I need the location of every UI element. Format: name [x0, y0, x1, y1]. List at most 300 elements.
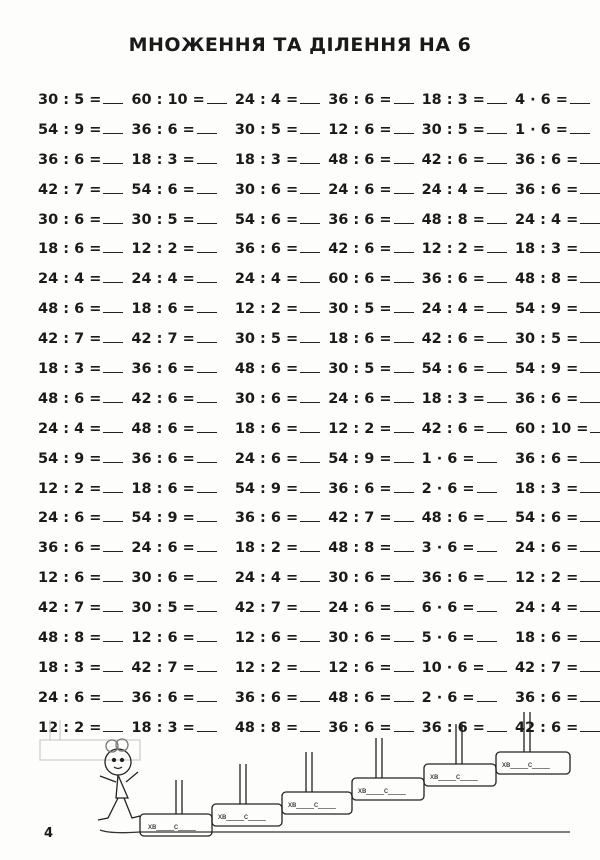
exercise-expression: 54 : 9 = — [38, 450, 102, 467]
answer-blank[interactable] — [394, 418, 414, 433]
exercise-expression: 18 : 3 = — [131, 151, 195, 168]
answer-blank[interactable] — [300, 448, 320, 463]
answer-blank[interactable] — [103, 179, 123, 194]
exercise-expression: 36 : 6 = — [328, 211, 392, 228]
answer-blank[interactable] — [300, 627, 320, 642]
exercise-expression: 12 : 2 = — [38, 719, 102, 736]
exercise-item — [227, 385, 320, 415]
exercise-item — [123, 146, 226, 176]
answer-blank[interactable] — [580, 328, 600, 343]
answer-blank[interactable] — [394, 298, 414, 313]
answer-blank[interactable] — [300, 328, 320, 343]
answer-blank[interactable] — [300, 358, 320, 373]
exercise-item — [507, 654, 600, 684]
step-3-time: хв____с____ — [288, 800, 336, 809]
exercise-item — [320, 355, 413, 385]
step-1-time: хв____с____ — [148, 822, 196, 831]
answer-blank[interactable] — [300, 478, 320, 493]
answer-blank[interactable] — [300, 657, 320, 672]
exercise-expression: 42 : 6 = — [421, 331, 485, 348]
exercise-item — [30, 415, 123, 445]
exercise-item — [414, 475, 507, 505]
answer-blank[interactable] — [300, 507, 320, 522]
answer-blank[interactable] — [477, 448, 497, 463]
answer-blank[interactable] — [300, 238, 320, 253]
exercise-expression: 30 : 6 = — [234, 390, 299, 407]
answer-blank[interactable] — [197, 358, 217, 373]
exercise-item — [507, 146, 600, 176]
answer-blank[interactable] — [580, 388, 600, 403]
answer-blank[interactable] — [487, 89, 507, 104]
exercise-expression: 1 · 6 = — [421, 450, 475, 467]
answer-blank[interactable] — [103, 89, 123, 104]
answer-blank[interactable] — [103, 149, 123, 164]
answer-blank[interactable] — [394, 119, 414, 134]
answer-blank[interactable] — [570, 119, 590, 134]
answer-blank[interactable] — [300, 179, 320, 194]
exercise-expression: 42 : 6 = — [328, 241, 392, 258]
exercise-expression: 30 : 5 = — [234, 121, 299, 138]
answer-blank[interactable] — [394, 627, 414, 642]
answer-blank[interactable] — [394, 448, 414, 463]
answer-blank[interactable] — [487, 418, 507, 433]
answer-blank[interactable] — [487, 657, 507, 672]
exercise-expression: 18 : 6 = — [131, 301, 195, 318]
answer-blank[interactable] — [394, 388, 414, 403]
exercise-item — [507, 445, 600, 475]
exercise-expression: 36 : 6 = — [38, 540, 102, 557]
exercise-expression: 54 : 6 = — [421, 361, 485, 378]
answer-blank[interactable] — [580, 537, 600, 552]
exercise-item — [414, 295, 507, 325]
answer-blank[interactable] — [300, 268, 320, 283]
answer-blank[interactable] — [487, 328, 507, 343]
answer-blank[interactable] — [487, 238, 507, 253]
exercise-item — [507, 415, 600, 445]
exercise-expression: 18 : 3 = — [514, 480, 579, 497]
exercise-expression: 2 · 6 = — [421, 689, 475, 706]
answer-blank[interactable] — [477, 627, 497, 642]
exercise-item — [320, 206, 413, 236]
step-4-time: хв____с____ — [358, 786, 406, 795]
exercise-expression: 54 : 9 = — [328, 450, 392, 467]
exercise-expression: 42 : 7 = — [38, 331, 102, 348]
exercise-expression: 48 : 6 = — [328, 689, 392, 706]
exercise-expression: 24 : 4 = — [421, 301, 485, 318]
exercise-expression: 42 : 7 = — [38, 181, 102, 198]
exercise-expression: 18 : 6 = — [131, 480, 195, 497]
exercise-item — [320, 624, 413, 654]
answer-blank[interactable] — [394, 657, 414, 672]
exercise-expression: 24 : 4 = — [131, 271, 195, 288]
exercise-expression: 24 : 6 = — [328, 600, 392, 617]
exercise-expression: 12 : 2 = — [514, 570, 579, 587]
exercise-expression: 30 : 5 = — [421, 121, 485, 138]
exercise-expression: 42 : 7 = — [131, 659, 195, 676]
exercise-expression: 36 : 6 = — [514, 689, 579, 706]
exercise-expression: 60 : 6 = — [328, 271, 392, 288]
exercise-item — [320, 594, 413, 624]
exercise-expression: 30 : 5 = — [38, 92, 102, 108]
exercise-item — [507, 116, 600, 146]
answer-blank[interactable] — [580, 507, 600, 522]
answer-blank[interactable] — [197, 567, 217, 582]
exercise-item — [123, 265, 226, 295]
answer-blank[interactable] — [487, 268, 507, 283]
exercise-grid — [30, 86, 589, 744]
answer-blank[interactable] — [300, 388, 320, 403]
answer-blank[interactable] — [197, 418, 217, 433]
exercise-expression: 42 : 7 = — [38, 600, 102, 617]
exercise-expression: 24 : 6 = — [328, 390, 392, 407]
exercise-expression: 42 : 7 = — [328, 510, 392, 527]
answer-blank[interactable] — [300, 597, 320, 612]
exercise-expression: 24 : 6 = — [234, 450, 299, 467]
exercise-expression: 54 : 9 = — [514, 301, 579, 318]
answer-blank[interactable] — [394, 537, 414, 552]
staircase-illustration — [0, 700, 600, 860]
exercise-item — [30, 504, 123, 534]
exercise-item — [227, 265, 320, 295]
answer-blank[interactable] — [580, 657, 600, 672]
answer-blank[interactable] — [197, 119, 217, 134]
answer-blank[interactable] — [103, 657, 123, 672]
exercise-item — [123, 475, 226, 505]
answer-blank[interactable] — [103, 119, 123, 134]
answer-blank[interactable] — [570, 89, 590, 104]
exercise-item — [414, 594, 507, 624]
answer-blank[interactable] — [590, 418, 600, 433]
answer-blank[interactable] — [580, 597, 600, 612]
exercise-item — [414, 206, 507, 236]
answer-blank[interactable] — [300, 418, 320, 433]
exercise-expression: 24 : 6 = — [514, 540, 579, 557]
answer-blank[interactable] — [103, 627, 123, 642]
exercise-item — [123, 654, 226, 684]
answer-blank[interactable] — [487, 298, 507, 313]
exercise-item — [123, 295, 226, 325]
answer-blank[interactable] — [103, 298, 123, 313]
exercise-item — [414, 116, 507, 146]
exercise-expression: 4 · 6 = — [514, 92, 568, 108]
exercise-expression: 48 : 6 = — [328, 151, 392, 168]
exercise-item — [227, 624, 320, 654]
exercise-item — [123, 385, 226, 415]
answer-blank[interactable] — [103, 507, 123, 522]
exercise-expression: 54 : 6 = — [234, 211, 299, 228]
answer-blank[interactable] — [394, 149, 414, 164]
exercise-item — [30, 654, 123, 684]
answer-blank[interactable] — [487, 358, 507, 373]
exercise-item — [507, 325, 600, 355]
answer-blank[interactable] — [580, 627, 600, 642]
answer-blank[interactable] — [580, 448, 600, 463]
answer-blank[interactable] — [487, 149, 507, 164]
exercise-expression: 2 · 6 = — [421, 480, 475, 497]
exercise-expression: 12 : 2 = — [328, 420, 392, 437]
answer-blank[interactable] — [487, 388, 507, 403]
exercise-item — [414, 504, 507, 534]
exercise-expression: 18 : 3 = — [421, 390, 485, 407]
answer-blank[interactable] — [487, 179, 507, 194]
answer-blank[interactable] — [197, 149, 217, 164]
exercise-item — [227, 206, 320, 236]
exercise-item — [414, 86, 507, 116]
answer-blank[interactable] — [580, 238, 600, 253]
exercise-item — [414, 654, 507, 684]
exercise-item — [320, 415, 413, 445]
exercise-item — [227, 504, 320, 534]
answer-blank[interactable] — [103, 537, 123, 552]
exercise-expression: 24 : 6 = — [38, 689, 102, 706]
exercise-item — [30, 624, 123, 654]
answer-blank[interactable] — [300, 298, 320, 313]
exercise-item — [227, 594, 320, 624]
exercise-item — [414, 325, 507, 355]
answer-blank[interactable] — [300, 567, 320, 582]
exercise-expression: 54 : 6 = — [514, 510, 579, 527]
exercise-expression: 48 : 8 = — [514, 271, 579, 288]
answer-blank[interactable] — [394, 567, 414, 582]
exercise-expression: 18 : 3 = — [131, 719, 195, 736]
exercise-item — [507, 564, 600, 594]
answer-blank[interactable] — [394, 89, 414, 104]
exercise-expression: 30 : 5 = — [131, 600, 195, 617]
exercise-item — [30, 355, 123, 385]
exercise-expression: 54 : 9 = — [38, 121, 102, 138]
exercise-item — [227, 654, 320, 684]
exercise-expression: 36 : 6 = — [234, 689, 299, 706]
exercise-item — [320, 385, 413, 415]
answer-blank[interactable] — [197, 448, 217, 463]
exercise-item — [507, 504, 600, 534]
answer-blank[interactable] — [487, 507, 507, 522]
exercise-expression: 48 : 6 = — [421, 510, 485, 527]
answer-blank[interactable] — [197, 298, 217, 313]
exercise-expression: 12 : 6 = — [38, 570, 102, 587]
answer-blank[interactable] — [103, 209, 123, 224]
exercise-expression: 12 : 2 = — [234, 659, 299, 676]
exercise-expression: 54 : 9 = — [131, 510, 195, 527]
exercise-item — [507, 624, 600, 654]
answer-blank[interactable] — [197, 238, 217, 253]
exercise-item — [320, 475, 413, 505]
exercise-item — [320, 534, 413, 564]
exercise-expression: 18 : 6 = — [328, 331, 392, 348]
answer-blank[interactable] — [197, 328, 217, 343]
exercise-item — [30, 475, 123, 505]
exercise-item — [123, 594, 226, 624]
exercise-item — [414, 445, 507, 475]
answer-blank[interactable] — [300, 537, 320, 552]
answer-blank[interactable] — [477, 537, 497, 552]
exercise-item — [414, 415, 507, 445]
answer-blank[interactable] — [103, 418, 123, 433]
exercise-expression: 48 : 8 = — [234, 719, 299, 736]
exercise-expression: 42 : 6 = — [421, 420, 485, 437]
exercise-expression: 36 : 6 = — [421, 271, 485, 288]
answer-blank[interactable] — [580, 478, 600, 493]
exercise-expression: 12 : 2 = — [38, 480, 102, 497]
exercise-expression: 54 : 9 = — [514, 361, 579, 378]
answer-blank[interactable] — [394, 507, 414, 522]
answer-blank[interactable] — [487, 119, 507, 134]
exercise-expression: 30 : 5 = — [234, 331, 299, 348]
exercise-expression: 12 : 2 = — [421, 241, 485, 258]
exercise-expression: 18 : 6 = — [234, 420, 299, 437]
answer-blank[interactable] — [394, 209, 414, 224]
answer-blank[interactable] — [103, 328, 123, 343]
answer-blank[interactable] — [580, 209, 600, 224]
answer-blank[interactable] — [580, 179, 600, 194]
exercise-item — [123, 534, 226, 564]
exercise-item — [507, 86, 600, 116]
answer-blank[interactable] — [394, 358, 414, 373]
exercise-item — [507, 475, 600, 505]
exercise-item — [227, 445, 320, 475]
exercise-expression: 42 : 6 = — [514, 719, 579, 736]
exercise-expression: 36 : 6 = — [234, 510, 299, 527]
answer-blank[interactable] — [103, 358, 123, 373]
answer-blank[interactable] — [103, 448, 123, 463]
exercise-expression: 42 : 7 = — [234, 600, 299, 617]
step-6-time: хв____с____ — [502, 760, 550, 769]
answer-blank[interactable] — [103, 597, 123, 612]
answer-blank[interactable] — [197, 537, 217, 552]
exercise-item — [30, 594, 123, 624]
page-number: 4 — [44, 826, 54, 841]
exercise-item — [30, 295, 123, 325]
exercise-expression: 30 : 5 = — [328, 301, 392, 318]
exercise-item — [227, 235, 320, 265]
exercise-item — [30, 385, 123, 415]
answer-blank[interactable] — [197, 268, 217, 283]
exercise-expression: 24 : 4 = — [38, 420, 102, 437]
answer-blank[interactable] — [197, 627, 217, 642]
answer-blank[interactable] — [197, 209, 217, 224]
exercise-expression: 54 : 6 = — [131, 181, 195, 198]
exercise-expression: 42 : 6 = — [131, 390, 195, 407]
exercise-expression: 24 : 4 = — [38, 271, 102, 288]
answer-blank[interactable] — [197, 657, 217, 672]
exercise-expression: 60 : 10 = — [131, 92, 205, 108]
exercise-item — [30, 206, 123, 236]
answer-blank[interactable] — [103, 478, 123, 493]
exercise-expression: 36 : 6 = — [38, 151, 102, 168]
step-5-time: хв____с____ — [430, 772, 478, 781]
exercise-expression: 36 : 6 = — [131, 121, 195, 138]
answer-blank[interactable] — [477, 597, 497, 612]
answer-blank[interactable] — [394, 328, 414, 343]
answer-blank[interactable] — [300, 149, 320, 164]
exercise-item — [414, 355, 507, 385]
exercise-expression: 48 : 6 = — [131, 420, 195, 437]
exercise-item — [320, 235, 413, 265]
exercise-expression: 30 : 6 = — [131, 570, 195, 587]
answer-blank[interactable] — [103, 268, 123, 283]
exercise-expression: 60 : 10 = — [514, 420, 589, 437]
exercise-expression: 18 : 6 = — [38, 241, 102, 258]
exercise-item — [227, 86, 320, 116]
answer-blank[interactable] — [300, 209, 320, 224]
answer-blank[interactable] — [197, 507, 217, 522]
answer-blank[interactable] — [580, 358, 600, 373]
exercise-expression: 36 : 6 = — [514, 450, 579, 467]
answer-blank[interactable] — [487, 209, 507, 224]
exercise-item — [123, 564, 226, 594]
answer-blank[interactable] — [197, 597, 217, 612]
exercise-item — [414, 265, 507, 295]
exercise-expression: 42 : 7 = — [514, 659, 579, 676]
exercise-expression: 36 : 6 = — [328, 480, 392, 497]
answer-blank[interactable] — [197, 179, 217, 194]
answer-blank[interactable] — [580, 268, 600, 283]
exercise-item — [30, 445, 123, 475]
exercise-item — [320, 654, 413, 684]
exercise-expression: 36 : 6 = — [328, 92, 392, 108]
exercise-expression: 36 : 6 = — [131, 361, 195, 378]
answer-blank[interactable] — [394, 238, 414, 253]
exercise-item — [123, 325, 226, 355]
answer-blank[interactable] — [103, 567, 123, 582]
exercise-item — [320, 445, 413, 475]
exercise-item — [123, 504, 226, 534]
answer-blank[interactable] — [207, 89, 227, 104]
exercise-item — [507, 594, 600, 624]
answer-blank[interactable] — [580, 149, 600, 164]
exercise-item — [414, 235, 507, 265]
exercise-expression: 10 · 6 = — [421, 659, 485, 676]
exercise-expression: 12 : 2 = — [234, 301, 299, 318]
exercise-expression: 12 : 6 = — [131, 630, 195, 647]
answer-blank[interactable] — [580, 298, 600, 313]
answer-blank[interactable] — [580, 567, 600, 582]
answer-blank[interactable] — [103, 238, 123, 253]
exercise-expression: 24 : 6 = — [131, 540, 195, 557]
answer-blank[interactable] — [477, 478, 497, 493]
exercise-item — [320, 564, 413, 594]
exercise-item — [320, 146, 413, 176]
exercise-expression: 12 : 6 = — [328, 121, 392, 138]
exercise-expression: 36 : 6 = — [514, 390, 579, 407]
answer-blank[interactable] — [394, 268, 414, 283]
answer-blank[interactable] — [300, 119, 320, 134]
exercise-item — [30, 146, 123, 176]
answer-blank[interactable] — [394, 179, 414, 194]
exercise-expression: 42 : 6 = — [421, 151, 485, 168]
exercise-expression: 48 : 6 = — [38, 390, 102, 407]
exercise-item — [507, 206, 600, 236]
answer-blank[interactable] — [197, 478, 217, 493]
answer-blank[interactable] — [300, 89, 320, 104]
exercise-item — [507, 355, 600, 385]
exercise-expression: 12 : 6 = — [328, 659, 392, 676]
answer-blank[interactable] — [487, 567, 507, 582]
exercise-expression: 24 : 6 = — [38, 510, 102, 527]
exercise-expression: 30 : 5 = — [131, 211, 195, 228]
exercise-item — [227, 176, 320, 206]
exercise-item — [227, 146, 320, 176]
answer-blank[interactable] — [103, 388, 123, 403]
exercise-item — [123, 86, 226, 116]
answer-blank[interactable] — [394, 597, 414, 612]
exercise-expression: 30 : 6 = — [38, 211, 102, 228]
exercise-item — [30, 235, 123, 265]
exercise-item — [227, 116, 320, 146]
answer-blank[interactable] — [394, 478, 414, 493]
answer-blank[interactable] — [197, 388, 217, 403]
exercise-expression: 30 : 5 = — [514, 331, 579, 348]
